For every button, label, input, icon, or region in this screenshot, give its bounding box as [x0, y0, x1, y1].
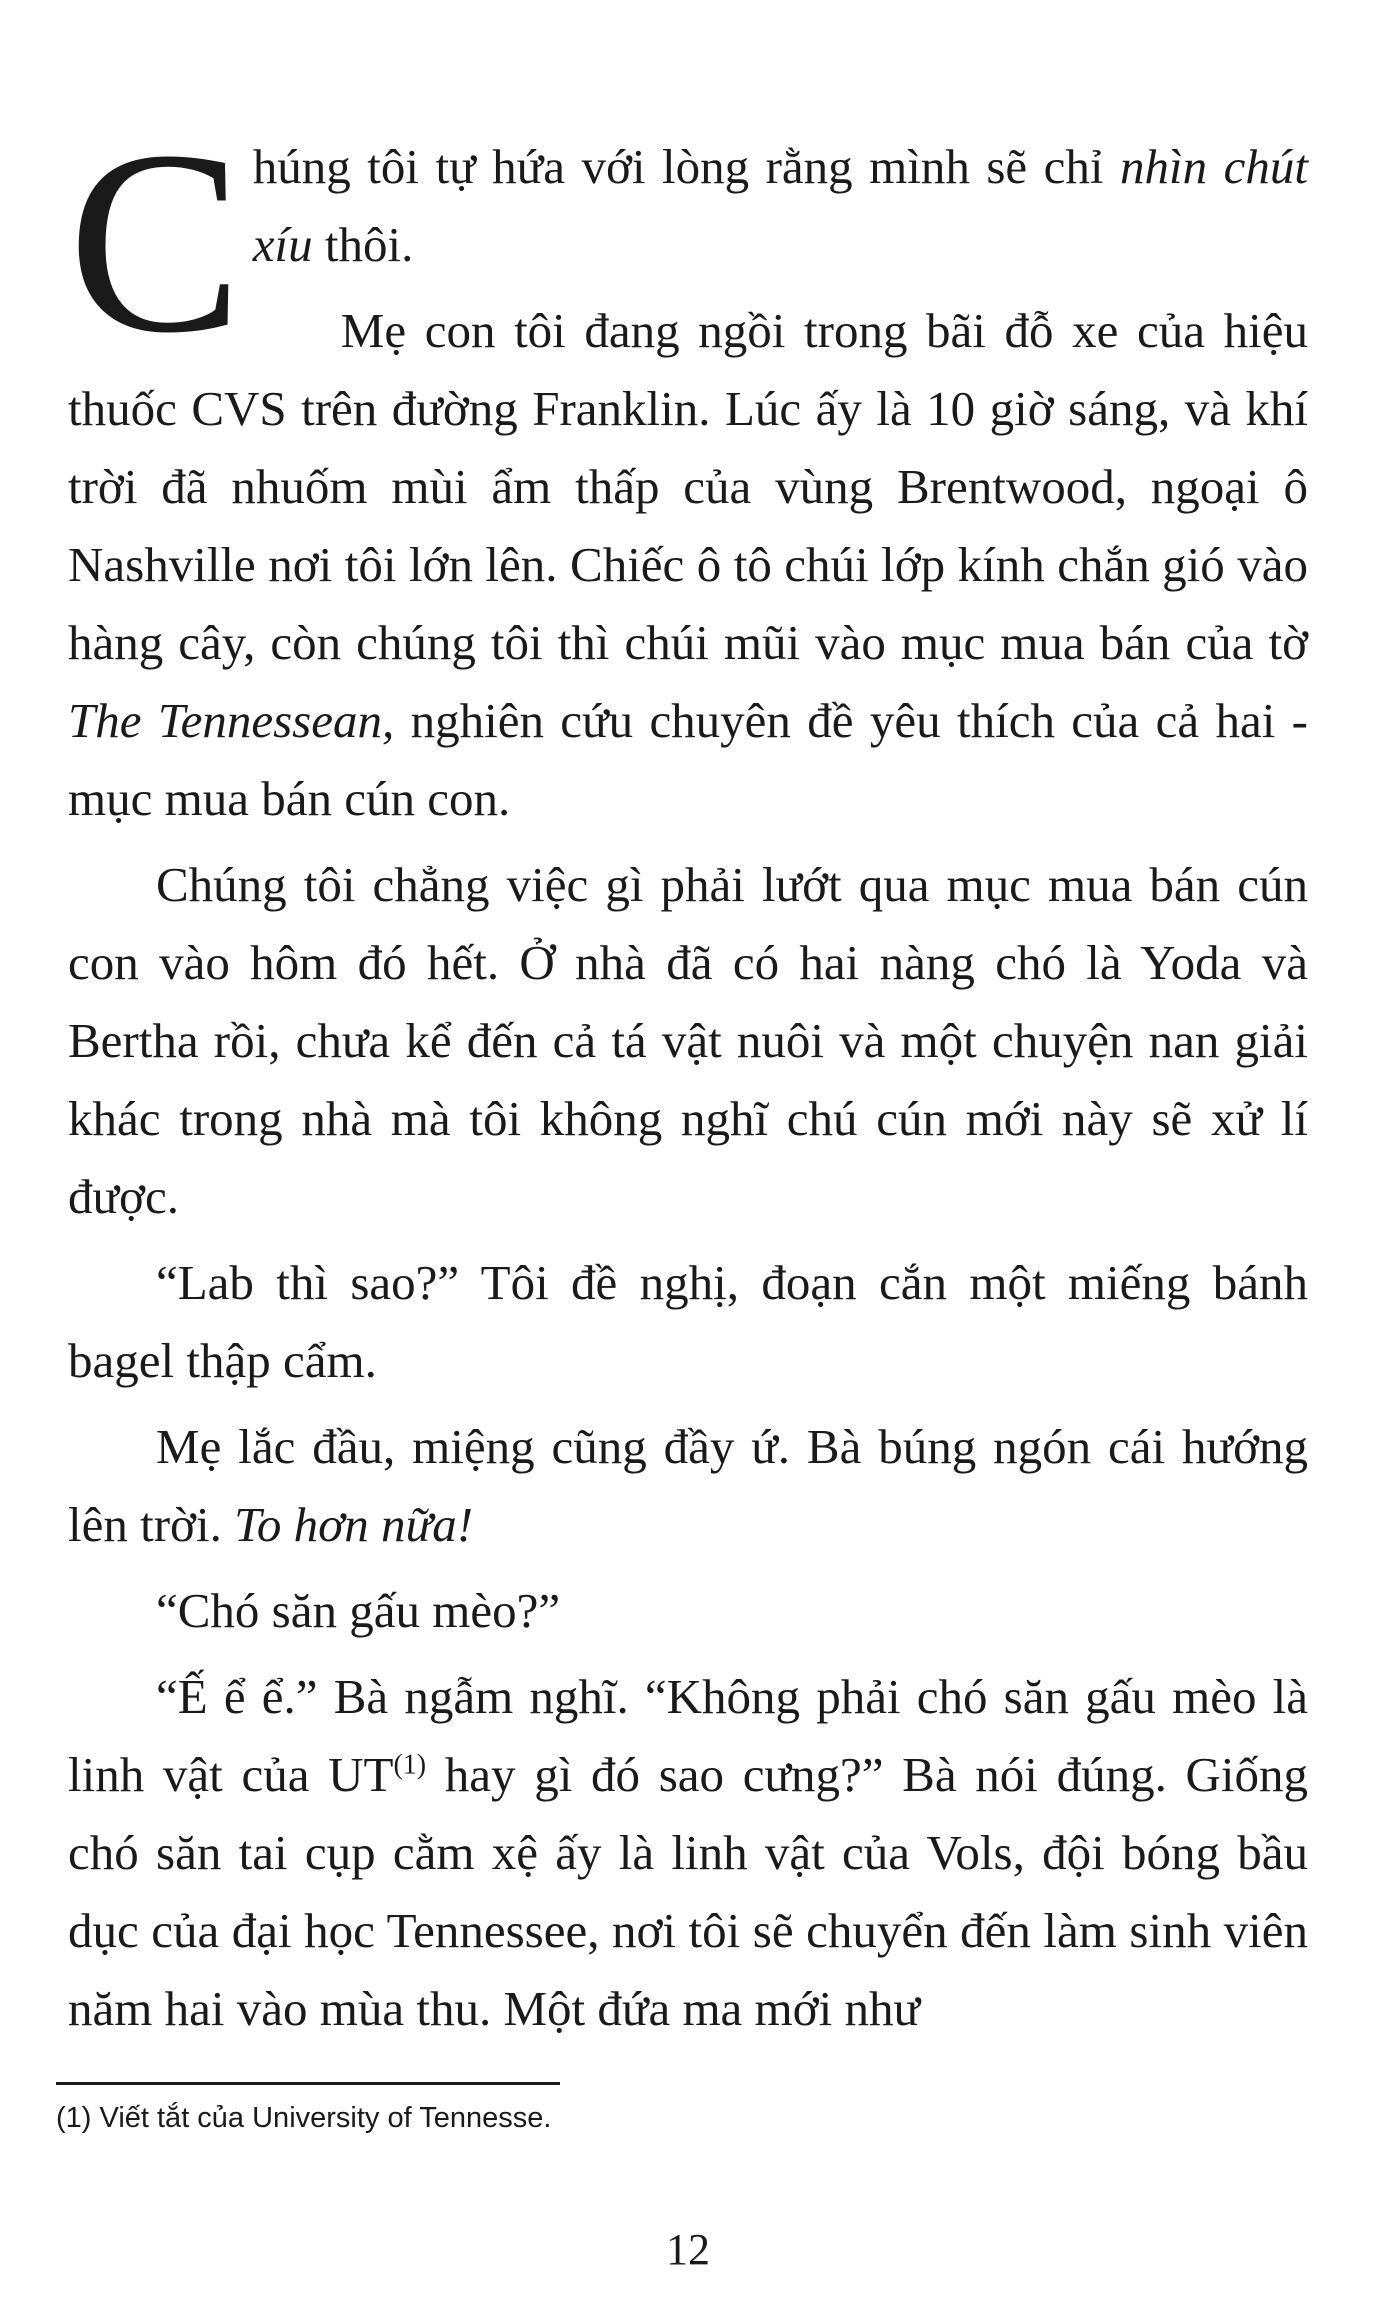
paragraph-5	[68, 1408, 1308, 1564]
paragraph-7	[68, 1658, 1308, 2048]
drop-cap: C	[68, 97, 243, 387]
paragraph-1-text: húng tôi tự hứa với lòng rằng mình sẽ chỉ	[252, 139, 1121, 194]
body-text	[68, 97, 1309, 2056]
footnote-divider	[56, 2082, 560, 2085]
paragraph-1-end: thôi.	[312, 217, 414, 272]
paragraph-5-text: Mẹ lắc đầu, miệng cũng đầy ứ. Bà búng ngón cái hướng lên trời.	[68, 1419, 1308, 1552]
newspaper-title: The Tennessean,	[68, 693, 395, 748]
paragraph-5-italic: To hơn nữa!	[234, 1497, 474, 1552]
paragraph-7-text: “Ế ể ể.” Bà ngẫm nghĩ. “Không phải chó săn gấu mèo là linh vật của UT	[68, 1669, 1308, 1802]
paragraph-2-text: Mẹ con tôi đang ngồi trong bãi đỗ xe của hiệu thuốc CVS trên đường Franklin. Lúc ấy là 10 giờ sáng, và khí trời đã nhuốm mùi ẩm thấp của vùng Brentwood, ngoại ô Nashville nơi tôi lớn lên. Chiếc ô tô chúi lớp kính chắn gió vào hàng cây, còn chúng tôi thì chúi mũi vào mục mua bán của tờ	[68, 303, 1308, 670]
paragraph-1	[68, 97, 1308, 387]
paragraph-7-end: hay gì đó sao cưng?” Bà nói đúng. Giống chó săn tai cụp cằm xệ ấy là linh vật của Vols, đội bóng bầu dục của đại học Tennessee, nơi tôi sẽ chuyển đến làm sinh viên năm hai vào mùa thu. Một đứa ma mới như	[68, 1747, 1309, 2036]
paragraph-2	[68, 292, 1308, 838]
page-number: 12	[666, 2225, 710, 2274]
paragraph-3: Chúng tôi chẳng việc gì phải lướt qua mục mua bán cún con vào hôm đó hết. Ở nhà đã có hai nàng chó là Yoda và Bertha rồi, chưa kể đến cả tá vật nuôi và một chuyện nan giải khác trong nhà mà tôi không nghĩ chú cún mới này sẽ xử lí được.	[68, 857, 1308, 1224]
paragraph-1-italic: nhìn chút xíu	[252, 139, 1308, 272]
paragraph-4: “Lab thì sao?” Tôi đề nghị, đoạn cắn một miếng bánh bagel thập cẩm.	[68, 1255, 1308, 1388]
paragraph-6: “Chó săn gấu mèo?”	[156, 1583, 561, 1638]
paragraph-2-end: nghiên cứu chuyên đề yêu thích của cả hai - mục mua bán cún con.	[68, 693, 1308, 826]
footnote: (1) Viết tắt của University of Tennesse.	[56, 2102, 552, 2134]
footnote-marker: (1)	[393, 1749, 427, 1781]
